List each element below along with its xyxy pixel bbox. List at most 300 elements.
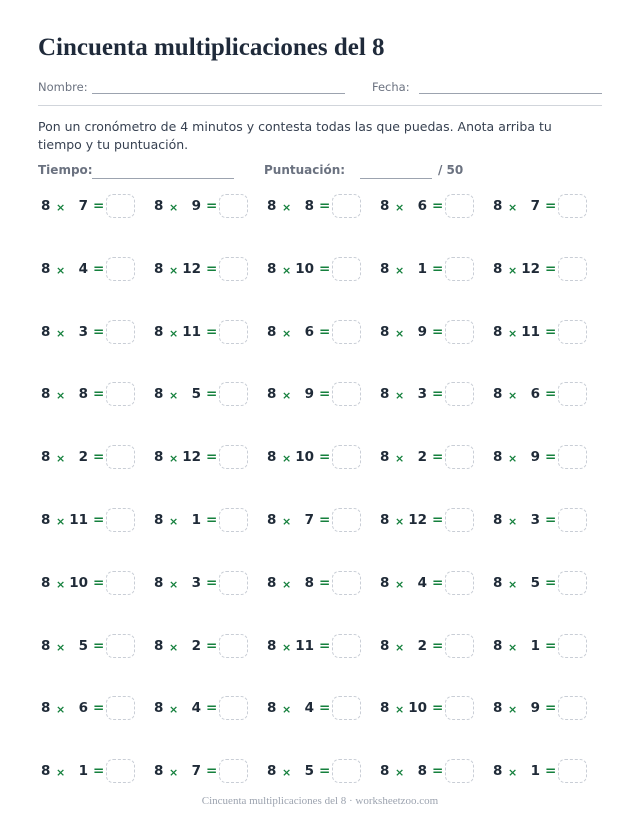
times-sign: × — [282, 326, 292, 340]
times-sign: × — [56, 452, 66, 466]
factor-b: 1 — [78, 763, 88, 780]
worksheet-title: Cincuenta multiplicaciones del 8 — [38, 34, 385, 61]
answer-box[interactable] — [106, 445, 135, 469]
problem — [38, 194, 150, 220]
equals-sign: = — [545, 511, 557, 528]
problem — [38, 696, 150, 722]
factor-b: 9 — [191, 198, 201, 214]
times-sign: × — [169, 263, 179, 277]
factor-a: 8 — [41, 700, 51, 717]
factor-b: 8 — [417, 763, 427, 780]
factor-b: 5 — [304, 763, 314, 780]
equals-sign: = — [432, 574, 444, 591]
equals-sign: = — [319, 574, 331, 591]
factor-a: 8 — [267, 574, 277, 591]
problem — [38, 382, 150, 408]
time-field[interactable] — [92, 178, 234, 179]
problem — [151, 508, 263, 534]
problem — [490, 257, 602, 283]
factor-b: 9 — [417, 323, 427, 340]
times-sign: × — [395, 766, 405, 780]
times-sign: × — [56, 263, 66, 277]
factor-a: 8 — [493, 700, 503, 717]
equals-sign: = — [93, 198, 105, 214]
factor-b: 11 — [295, 637, 314, 654]
times-sign: × — [508, 452, 518, 466]
answer-box[interactable] — [445, 759, 474, 783]
equals-sign: = — [93, 763, 105, 780]
factor-b: 9 — [530, 700, 540, 717]
factor-b: 11 — [182, 323, 201, 340]
factor-b: 8 — [304, 198, 314, 214]
problem — [264, 257, 376, 283]
factor-b: 8 — [78, 386, 88, 403]
answer-box[interactable] — [332, 696, 361, 720]
factor-b: 7 — [191, 763, 201, 780]
times-sign: × — [508, 577, 518, 591]
problem — [264, 194, 376, 220]
problem — [38, 257, 150, 283]
factor-a: 8 — [154, 386, 164, 403]
times-sign: × — [508, 389, 518, 403]
answer-box[interactable] — [558, 696, 587, 720]
factor-a: 8 — [41, 386, 51, 403]
equals-sign: = — [206, 323, 218, 340]
factor-b: 5 — [78, 637, 88, 654]
factor-b: 3 — [78, 323, 88, 340]
problem — [377, 571, 489, 597]
factor-a: 8 — [154, 700, 164, 717]
problem — [490, 194, 602, 220]
answer-box[interactable] — [558, 382, 587, 406]
problem — [151, 257, 263, 283]
equals-sign: = — [93, 386, 105, 403]
problem — [490, 382, 602, 408]
factor-b: 12 — [408, 511, 427, 528]
answer-box[interactable] — [445, 696, 474, 720]
factor-b: 1 — [191, 511, 201, 528]
problem-row — [38, 316, 602, 379]
factor-b: 9 — [304, 386, 314, 403]
times-sign: × — [395, 640, 405, 654]
factor-a: 8 — [154, 260, 164, 277]
times-sign: × — [282, 766, 292, 780]
factor-a: 8 — [380, 323, 390, 340]
problem — [490, 320, 602, 346]
answer-box[interactable] — [219, 445, 248, 469]
factor-a: 8 — [380, 700, 390, 717]
times-sign: × — [56, 703, 66, 717]
header-fields — [38, 80, 602, 96]
times-sign: × — [169, 514, 179, 528]
times-sign: × — [508, 201, 518, 214]
answer-box[interactable] — [332, 508, 361, 532]
problem-row — [38, 504, 602, 567]
name-label: Nombre: — [38, 80, 88, 94]
problem-row — [38, 441, 602, 504]
equals-sign: = — [319, 198, 331, 214]
problem — [264, 445, 376, 471]
equals-sign: = — [319, 700, 331, 717]
problem — [377, 759, 489, 785]
factor-b: 6 — [78, 700, 88, 717]
times-sign: × — [282, 640, 292, 654]
answer-box[interactable] — [332, 194, 361, 218]
answer-box[interactable] — [332, 257, 361, 281]
factor-a: 8 — [41, 511, 51, 528]
equals-sign: = — [432, 637, 444, 654]
factor-b: 4 — [304, 700, 314, 717]
factor-b: 10 — [69, 574, 88, 591]
times-sign: × — [282, 263, 292, 277]
score-total: / 50 — [438, 163, 464, 177]
answer-box[interactable] — [332, 759, 361, 783]
factor-b: 8 — [304, 574, 314, 591]
factor-b: 4 — [191, 700, 201, 717]
score-field[interactable] — [360, 178, 432, 179]
factor-a: 8 — [493, 637, 503, 654]
times-sign: × — [56, 201, 66, 214]
times-sign: × — [395, 263, 405, 277]
factor-a: 8 — [267, 637, 277, 654]
problem — [377, 634, 489, 660]
answer-box[interactable] — [106, 257, 135, 281]
problem — [377, 382, 489, 408]
factor-b: 12 — [182, 449, 201, 466]
answer-box[interactable] — [332, 634, 361, 658]
equals-sign: = — [545, 386, 557, 403]
answer-box[interactable] — [106, 194, 135, 218]
answer-box[interactable] — [332, 571, 361, 595]
answer-box[interactable] — [445, 382, 474, 406]
equals-sign: = — [432, 511, 444, 528]
factor-b: 6 — [417, 198, 427, 214]
equals-sign: = — [93, 637, 105, 654]
times-sign: × — [282, 389, 292, 403]
factor-b: 7 — [530, 198, 540, 214]
factor-a: 8 — [154, 511, 164, 528]
problem-row — [38, 253, 602, 316]
factor-a: 8 — [380, 260, 390, 277]
times-sign: × — [282, 452, 292, 466]
equals-sign: = — [319, 449, 331, 466]
answer-box[interactable] — [445, 508, 474, 532]
factor-b: 11 — [521, 323, 540, 340]
factor-a: 8 — [154, 323, 164, 340]
factor-b: 7 — [78, 198, 88, 214]
factor-a: 8 — [154, 763, 164, 780]
times-sign: × — [56, 389, 66, 403]
times-sign: × — [56, 766, 66, 780]
answer-box[interactable] — [219, 257, 248, 281]
answer-box[interactable] — [106, 634, 135, 658]
problem — [151, 759, 263, 785]
factor-a: 8 — [380, 511, 390, 528]
factor-a: 8 — [267, 260, 277, 277]
factor-a: 8 — [267, 763, 277, 780]
answer-box[interactable] — [106, 759, 135, 783]
factor-a: 8 — [493, 260, 503, 277]
equals-sign: = — [432, 449, 444, 466]
factor-b: 2 — [417, 637, 427, 654]
problem — [377, 445, 489, 471]
factor-a: 8 — [493, 511, 503, 528]
problem — [490, 571, 602, 597]
answer-box[interactable] — [219, 508, 248, 532]
problem-row — [38, 692, 602, 755]
problem — [377, 320, 489, 346]
times-sign: × — [395, 703, 405, 717]
factor-b: 10 — [408, 700, 427, 717]
times-sign: × — [169, 640, 179, 654]
answer-box[interactable] — [445, 634, 474, 658]
problem — [151, 634, 263, 660]
equals-sign: = — [319, 260, 331, 277]
factor-b: 2 — [417, 449, 427, 466]
answer-box[interactable] — [558, 257, 587, 281]
answer-box[interactable] — [106, 508, 135, 532]
times-sign: × — [395, 326, 405, 340]
times-sign: × — [395, 514, 405, 528]
problem — [264, 634, 376, 660]
factor-b: 6 — [530, 386, 540, 403]
factor-b: 4 — [417, 574, 427, 591]
problem-row — [38, 630, 602, 693]
problem-row — [38, 378, 602, 441]
times-sign: × — [508, 766, 518, 780]
date-field[interactable] — [419, 93, 602, 94]
equals-sign: = — [432, 700, 444, 717]
times-sign: × — [169, 201, 179, 214]
problem-row — [38, 567, 602, 630]
factor-a: 8 — [493, 763, 503, 780]
problem — [38, 320, 150, 346]
problem-row — [38, 190, 602, 253]
problem — [38, 508, 150, 534]
times-sign: × — [508, 514, 518, 528]
factor-a: 8 — [267, 198, 277, 214]
equals-sign: = — [206, 574, 218, 591]
score-label: Puntuación: — [264, 163, 346, 177]
equals-sign: = — [93, 260, 105, 277]
factor-b: 12 — [182, 260, 201, 277]
problem — [151, 445, 263, 471]
factor-a: 8 — [493, 386, 503, 403]
factor-a: 8 — [41, 574, 51, 591]
instructions: Pon un cronómetro de 4 minutos y contesta todas las que puedas. Anota arriba tu tiempo y tu puntuación. — [38, 119, 552, 152]
times-sign: × — [169, 577, 179, 591]
factor-a: 8 — [267, 511, 277, 528]
date-label: Fecha: — [372, 80, 410, 94]
answer-box[interactable] — [332, 382, 361, 406]
answer-box[interactable] — [106, 571, 135, 595]
factor-b: 5 — [191, 386, 201, 403]
equals-sign: = — [93, 511, 105, 528]
factor-a: 8 — [41, 198, 51, 214]
answer-box[interactable] — [219, 571, 248, 595]
factor-a: 8 — [380, 198, 390, 214]
answer-box[interactable] — [445, 194, 474, 218]
factor-b: 3 — [530, 511, 540, 528]
problem-grid — [38, 190, 602, 818]
equals-sign: = — [432, 763, 444, 780]
problem — [377, 194, 489, 220]
problem — [490, 759, 602, 785]
factor-a: 8 — [267, 700, 277, 717]
times-sign: × — [282, 514, 292, 528]
answer-box[interactable] — [106, 320, 135, 344]
factor-a: 8 — [267, 386, 277, 403]
equals-sign: = — [545, 198, 557, 214]
answer-box[interactable] — [106, 696, 135, 720]
factor-b: 10 — [295, 449, 314, 466]
answer-box[interactable] — [219, 320, 248, 344]
equals-sign: = — [545, 449, 557, 466]
times-sign: × — [56, 326, 66, 340]
factor-a: 8 — [154, 449, 164, 466]
problem — [264, 382, 376, 408]
factor-b: 3 — [191, 574, 201, 591]
equals-sign: = — [432, 323, 444, 340]
problem — [377, 696, 489, 722]
answer-box[interactable] — [445, 571, 474, 595]
factor-a: 8 — [267, 323, 277, 340]
answer-box[interactable] — [445, 445, 474, 469]
factor-b: 10 — [295, 260, 314, 277]
problem — [38, 759, 150, 785]
factor-a: 8 — [41, 449, 51, 466]
equals-sign: = — [93, 449, 105, 466]
times-sign: × — [395, 201, 405, 214]
times-sign: × — [508, 640, 518, 654]
answer-box[interactable] — [332, 445, 361, 469]
problem — [38, 634, 150, 660]
times-sign: × — [56, 577, 66, 591]
factor-b: 3 — [417, 386, 427, 403]
factor-a: 8 — [41, 763, 51, 780]
factor-a: 8 — [493, 198, 503, 214]
times-sign: × — [169, 703, 179, 717]
equals-sign: = — [319, 637, 331, 654]
factor-a: 8 — [380, 763, 390, 780]
answer-box[interactable] — [219, 696, 248, 720]
times-sign: × — [282, 577, 292, 591]
factor-a: 8 — [154, 198, 164, 214]
factor-b: 6 — [304, 323, 314, 340]
times-sign: × — [56, 640, 66, 654]
divider — [38, 105, 602, 106]
problem — [264, 696, 376, 722]
factor-a: 8 — [380, 449, 390, 466]
answer-box[interactable] — [558, 508, 587, 532]
equals-sign: = — [545, 323, 557, 340]
name-field[interactable] — [92, 93, 345, 94]
problem — [264, 571, 376, 597]
factor-a: 8 — [493, 323, 503, 340]
problem — [490, 634, 602, 660]
problem — [490, 696, 602, 722]
answer-box[interactable] — [219, 382, 248, 406]
problem — [151, 696, 263, 722]
factor-b: 1 — [530, 637, 540, 654]
factor-b: 4 — [78, 260, 88, 277]
equals-sign: = — [319, 763, 331, 780]
times-sign: × — [169, 326, 179, 340]
answer-box[interactable] — [558, 571, 587, 595]
answer-box[interactable] — [558, 759, 587, 783]
times-sign: × — [169, 389, 179, 403]
times-sign: × — [169, 452, 179, 466]
times-sign: × — [395, 577, 405, 591]
equals-sign: = — [545, 700, 557, 717]
answer-box[interactable] — [558, 634, 587, 658]
times-sign: × — [282, 703, 292, 717]
times-sign: × — [508, 326, 518, 340]
problem — [264, 759, 376, 785]
times-sign: × — [395, 452, 405, 466]
problem — [377, 508, 489, 534]
equals-sign: = — [206, 511, 218, 528]
factor-a: 8 — [380, 637, 390, 654]
answer-box[interactable] — [219, 759, 248, 783]
equals-sign: = — [545, 574, 557, 591]
answer-box[interactable] — [219, 634, 248, 658]
equals-sign: = — [206, 637, 218, 654]
factor-a: 8 — [380, 386, 390, 403]
time-label: Tiempo: — [38, 163, 93, 177]
factor-a: 8 — [154, 574, 164, 591]
equals-sign: = — [319, 386, 331, 403]
factor-b: 2 — [78, 449, 88, 466]
problem — [151, 320, 263, 346]
equals-sign: = — [93, 700, 105, 717]
factor-a: 8 — [154, 637, 164, 654]
factor-b: 7 — [304, 511, 314, 528]
problem — [151, 194, 263, 220]
factor-a: 8 — [41, 260, 51, 277]
footer: Cincuenta multiplicaciones del 8 · worksheetzoo.com — [201, 795, 439, 807]
equals-sign: = — [206, 260, 218, 277]
factor-a: 8 — [380, 574, 390, 591]
equals-sign: = — [432, 198, 444, 214]
answer-box[interactable] — [558, 445, 587, 469]
answer-box[interactable] — [445, 257, 474, 281]
problem — [264, 320, 376, 346]
answer-box[interactable] — [219, 194, 248, 218]
problem — [490, 508, 602, 534]
answer-box[interactable] — [106, 382, 135, 406]
answer-box[interactable] — [445, 320, 474, 344]
factor-a: 8 — [267, 449, 277, 466]
equals-sign: = — [545, 637, 557, 654]
equals-sign: = — [319, 511, 331, 528]
times-sign: × — [282, 201, 292, 214]
problem — [264, 508, 376, 534]
answer-box[interactable] — [332, 320, 361, 344]
answer-box[interactable] — [558, 194, 587, 218]
times-sign: × — [56, 514, 66, 528]
answer-box[interactable] — [558, 320, 587, 344]
factor-b: 11 — [69, 511, 88, 528]
equals-sign: = — [206, 449, 218, 466]
problem — [151, 571, 263, 597]
factor-b: 1 — [417, 260, 427, 277]
equals-sign: = — [319, 323, 331, 340]
problem — [377, 257, 489, 283]
equals-sign: = — [206, 386, 218, 403]
factor-a: 8 — [41, 637, 51, 654]
problem-row — [38, 755, 602, 818]
